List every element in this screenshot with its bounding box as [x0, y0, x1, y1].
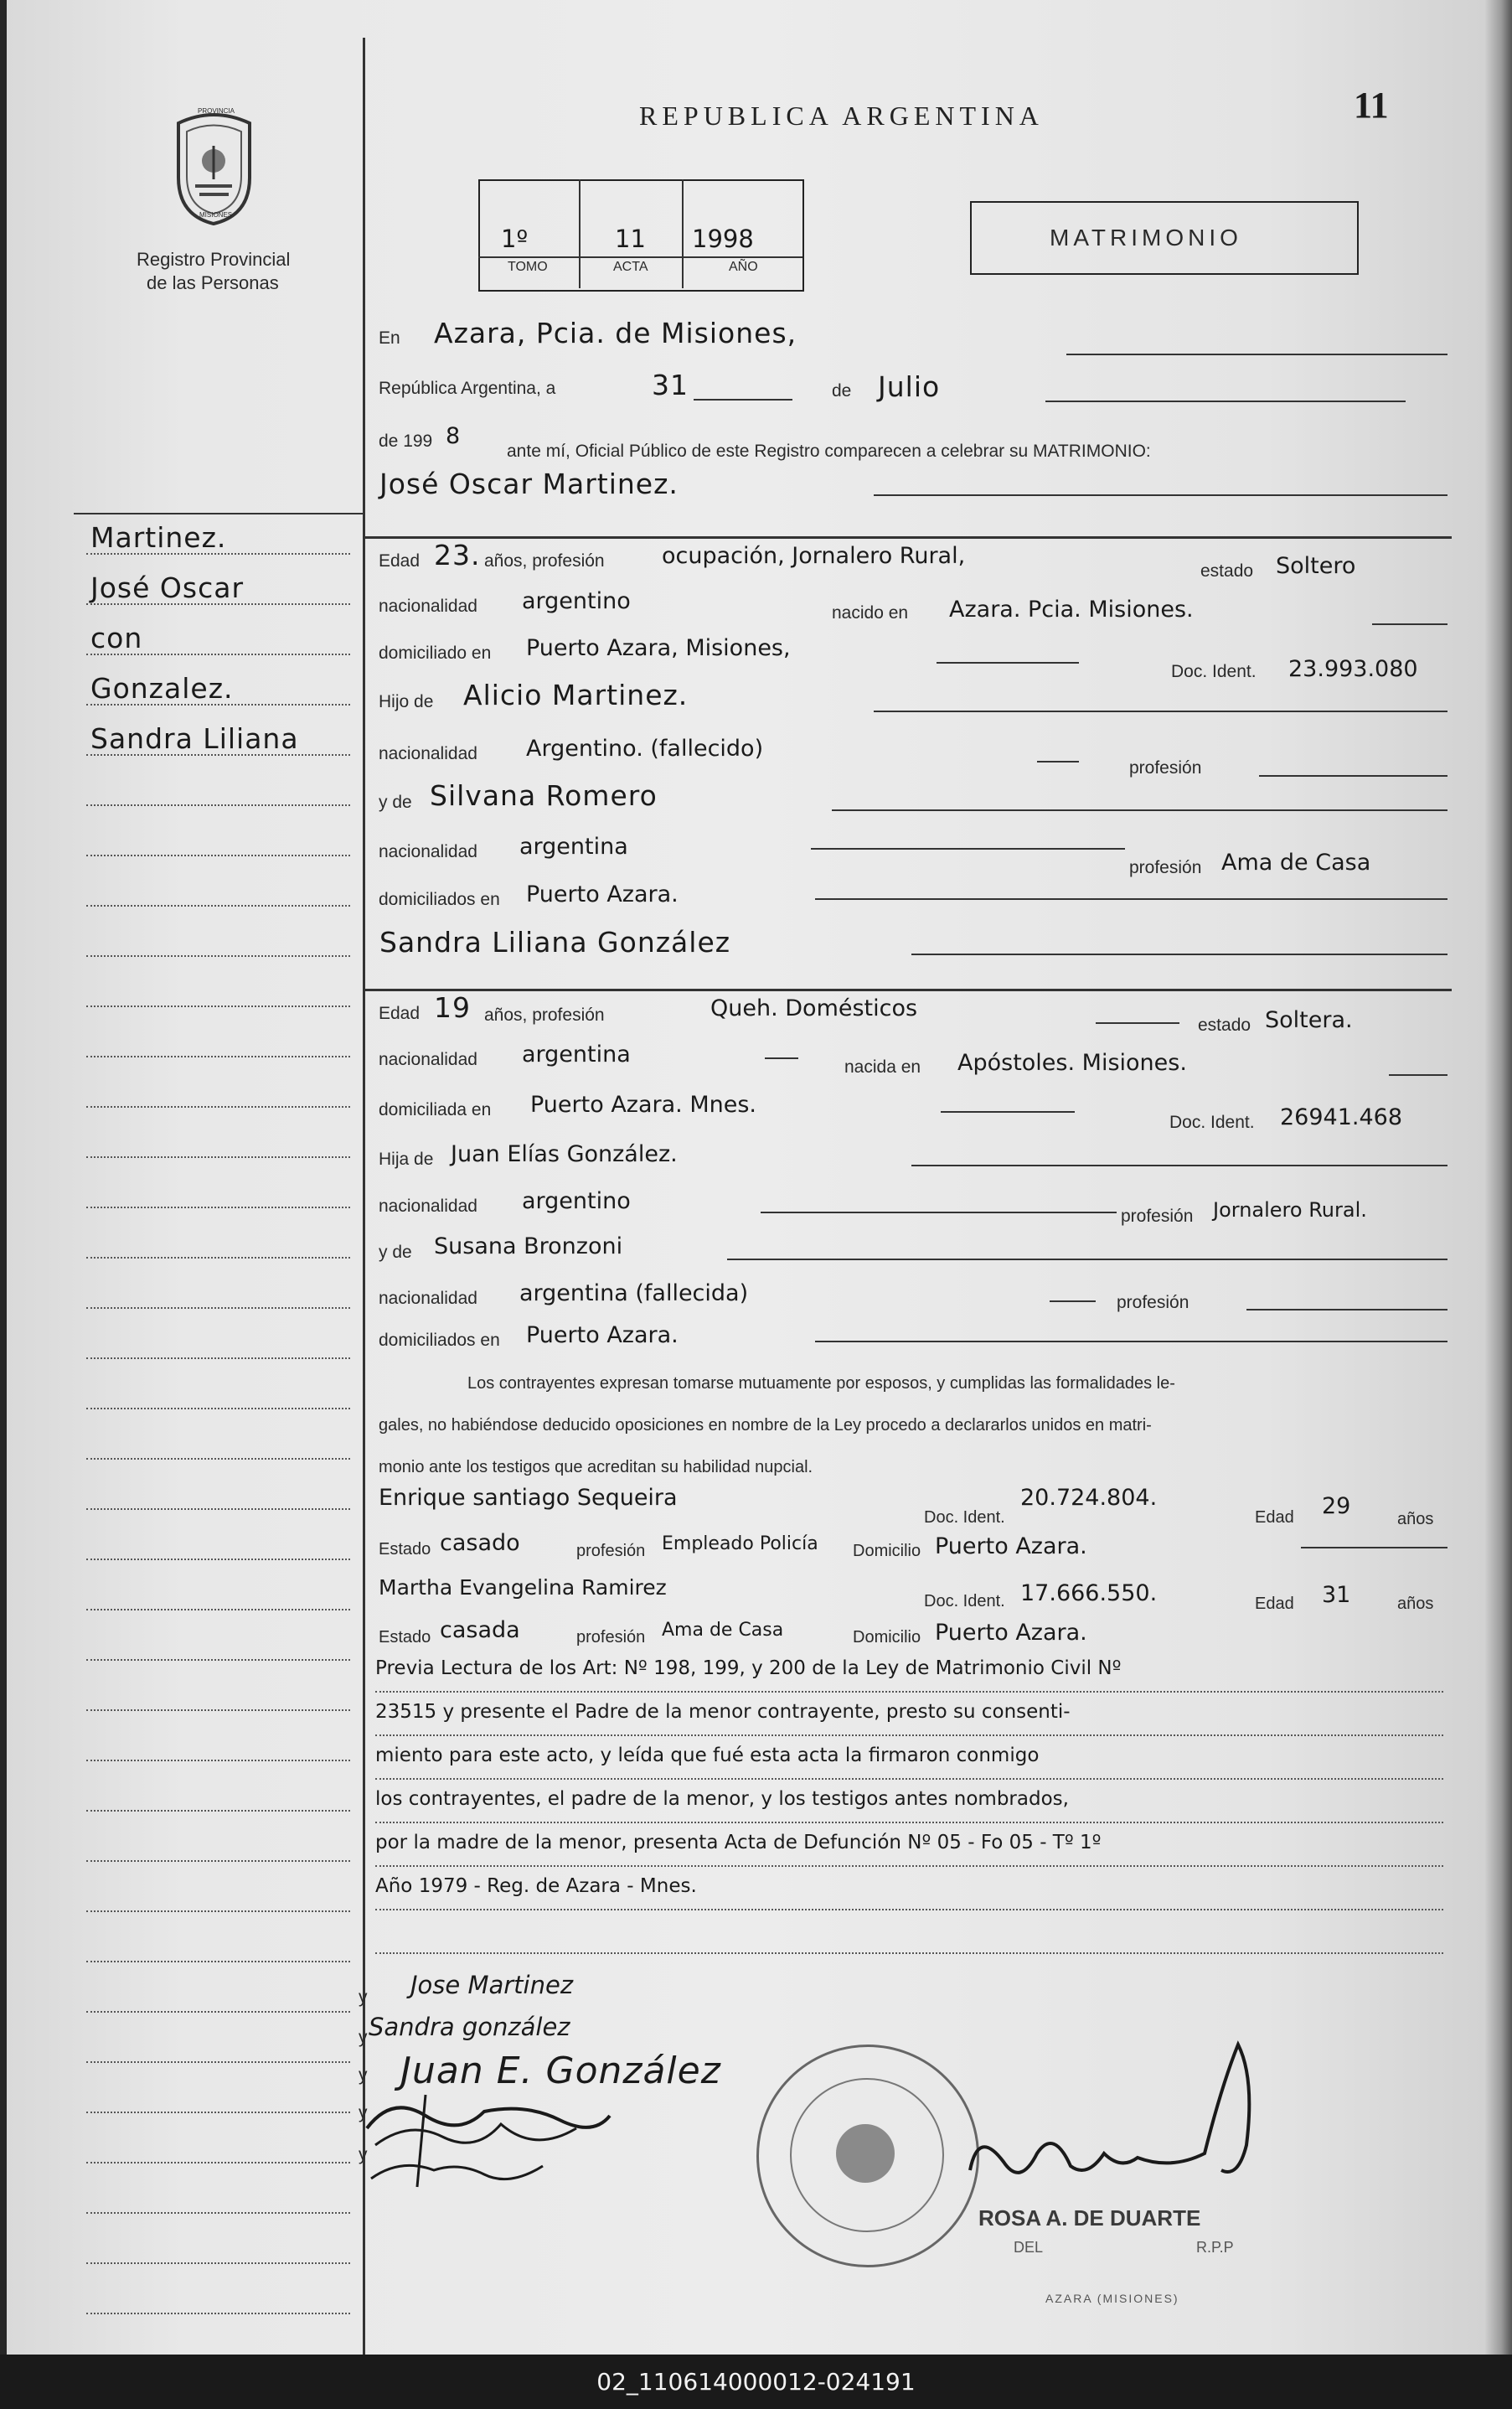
notes-rule: [375, 1778, 1443, 1780]
margin-rule: [86, 1257, 350, 1259]
margin-rule: [86, 1961, 350, 1962]
bride-father-name: Juan Elías González.: [451, 1141, 678, 1167]
witness-signatures: [359, 2078, 710, 2195]
groom-estado-label: estado: [1200, 561, 1254, 581]
margin-rule: [86, 1508, 350, 1510]
groom-father-nationality: Argentino. (fallecido): [526, 736, 764, 762]
groom-doc-number: 23.993.080: [1288, 656, 1418, 682]
image-caption-bar: [0, 2355, 1512, 2409]
witness1-profession-label: profesión: [576, 1542, 646, 1560]
republica-label: República Argentina, a: [379, 379, 556, 398]
margin-rule: [86, 704, 350, 706]
appearance-statement: ante mí, Oficial Público de este Registro comparecen a celebrar su MATRIMONIO:: [507, 442, 1151, 461]
margin-note-line1: Martinez.: [90, 521, 227, 554]
bride-parents-address-label: domiciliados en: [379, 1331, 500, 1350]
margin-rule: [86, 2313, 350, 2314]
groom-age: 23.: [434, 539, 481, 571]
margin-rule: [86, 1307, 350, 1309]
witness2-doc-number: 17.666.550.: [1020, 1580, 1158, 1606]
page-edge: [1485, 0, 1512, 2355]
margin-rule: [86, 1609, 350, 1610]
tomo-value: 1º: [501, 225, 529, 253]
witness2-estado-label: Estado: [379, 1628, 431, 1646]
witness1-profession: Empleado Policía: [662, 1533, 818, 1554]
witness2-profession-label: profesión: [576, 1628, 646, 1646]
official-stamp-line2: DEL: [1014, 2239, 1044, 2256]
notes-rule: [375, 1909, 1443, 1910]
margin-rule: [86, 553, 350, 555]
groom-name: José Oscar Martinez.: [379, 468, 679, 500]
page-title: REPUBLICA ARGENTINA: [639, 101, 1044, 131]
crest-text-bottom: MISIONES: [199, 211, 233, 219]
margin-rule: [86, 1760, 350, 1761]
bride-birthplace: Apóstoles. Misiones.: [957, 1050, 1187, 1076]
witness1-age: 29: [1322, 1493, 1351, 1519]
witness1-name: Enrique santiago Sequeira: [379, 1485, 678, 1511]
witness1-civil-status: casado: [440, 1530, 520, 1556]
acta-value: 11: [615, 225, 646, 253]
bride-civil-status: Soltera.: [1265, 1007, 1353, 1033]
margin-rule: [86, 654, 350, 655]
bride-mother-nationality-label: nacionalidad: [379, 1289, 477, 1308]
declaration-line2: gales, no habiéndose deducido oposiciones en nombre de la Ley procedo a declararlos unidos en matri-: [379, 1416, 1152, 1435]
groom-parents-address-label: domiciliados en: [379, 890, 500, 909]
notes-rule: [375, 1822, 1443, 1823]
witness1-age-label: Edad: [1255, 1508, 1294, 1527]
margin-rule: [86, 804, 350, 806]
margin-rule: [86, 1910, 350, 1912]
margin-rule: [86, 1056, 350, 1057]
groom-birthplace: Azara. Pcia. Misiones.: [949, 597, 1194, 623]
crest-text-top: PROVINCIA: [198, 107, 235, 115]
witness1-address: Puerto Azara.: [935, 1533, 1087, 1559]
bride-signature: Sandra gonzález: [369, 2013, 570, 2041]
groom-nationality: argentino: [522, 588, 631, 614]
margin-rule: [86, 603, 350, 605]
office-name-line1: Registro Provincial: [137, 249, 291, 270]
witness1-years-label: años: [1397, 1510, 1434, 1528]
margin-note-line2: José Oscar: [90, 571, 245, 604]
father-signature: Juan E. González: [400, 2050, 721, 2092]
margin-rule: [86, 2061, 350, 2063]
page-number: 11: [1354, 85, 1389, 126]
seal-emblem: [836, 2124, 895, 2183]
margin-rule: [86, 1559, 350, 1560]
bride-profession-label: años, profesión: [484, 1005, 605, 1025]
bride-profession: Queh. Domésticos: [710, 995, 918, 1021]
groom-age-label: Edad: [379, 551, 421, 571]
witness1-doc-number: 20.724.804.: [1020, 1485, 1158, 1511]
bride-mother-profession-label: profesión: [1117, 1293, 1189, 1312]
bride-mother-name: Susana Bronzoni: [434, 1233, 623, 1259]
margin-rule: [86, 754, 350, 756]
notes-line4: los contrayentes, el padre de la menor, y los testigos antes nombrados,: [375, 1788, 1069, 1810]
groom-father-profession-label: profesión: [1129, 758, 1202, 778]
margin-rule: [86, 2112, 350, 2113]
groom-profession: ocupación, Jornalero Rural,: [662, 543, 966, 569]
marriage-place: Azara, Pcia. de Misiones,: [434, 317, 797, 349]
bride-parents-address: Puerto Azara.: [526, 1322, 679, 1348]
witness2-address-label: Domicilio: [853, 1628, 921, 1646]
groom-signature: Jose Martinez: [410, 1971, 574, 1999]
groom-mother-nationality-label: nacionalidad: [379, 842, 477, 861]
margin-rule: [86, 905, 350, 907]
bride-mother-label: y de: [379, 1243, 412, 1262]
groom-civil-status: Soltero: [1276, 553, 1356, 579]
bride-nationality: argentina: [522, 1042, 631, 1068]
witness2-name: Martha Evangelina Ramirez: [379, 1575, 667, 1600]
groom-father-name: Alicio Martinez.: [463, 679, 689, 711]
signature-marker-2: y: [359, 2028, 368, 2047]
bride-nationality-label: nacionalidad: [379, 1050, 477, 1069]
margin-rule: [86, 1860, 350, 1862]
groom-profession-label: años, profesión: [484, 551, 605, 571]
margin-rule: [86, 1156, 350, 1158]
bride-doc-label: Doc. Ident.: [1169, 1113, 1255, 1132]
margin-rule: [86, 1106, 350, 1108]
signature-marker-5: y: [359, 2145, 368, 2164]
notes-line1: Previa Lectura de los Art: Nº 198, 199, y 200 de la Ley de Matrimonio Civil Nº: [375, 1657, 1122, 1679]
groom-doc-label: Doc. Ident.: [1171, 662, 1257, 681]
bride-age-label: Edad: [379, 1004, 421, 1023]
witness2-civil-status: casada: [440, 1617, 520, 1643]
bride-age: 19: [434, 991, 471, 1024]
margin-rule: [86, 1659, 350, 1661]
year-suffix: 8: [446, 423, 461, 449]
groom-mother-profession: Ama de Casa: [1221, 850, 1371, 876]
acta-label: ACTA: [613, 260, 648, 274]
image-code: 02_110614000012-024191: [596, 2368, 916, 2396]
bride-father-profession-label: profesión: [1121, 1207, 1194, 1226]
margin-rule: [86, 1207, 350, 1208]
groom-parents-address: Puerto Azara.: [526, 881, 679, 907]
notes-rule: [375, 1734, 1443, 1736]
margin-note-line5: Sandra Liliana: [90, 722, 299, 755]
margin-rule: [86, 955, 350, 957]
witness2-age-label: Edad: [1255, 1595, 1294, 1613]
declaration-line3: monio ante los testigos que acreditan su habilidad nupcial.: [379, 1458, 813, 1476]
tomo-label: TOMO: [508, 260, 548, 274]
margin-rule: [86, 1810, 350, 1812]
witness1-doc-label: Doc. Ident.: [924, 1508, 1005, 1527]
witness2-years-label: años: [1397, 1595, 1434, 1613]
margin-rule: [86, 1458, 350, 1460]
groom-mother-profession-label: profesión: [1129, 858, 1202, 877]
official-stamp-line4: AZARA (MISIONES): [1045, 2292, 1179, 2305]
margin-rule: [86, 855, 350, 856]
signature-marker-4: y: [359, 2103, 368, 2122]
record-type: MATRIMONIO: [1050, 225, 1242, 251]
official-signature: [953, 2028, 1305, 2212]
official-stamp-line3: R.P.P: [1196, 2239, 1234, 2256]
bride-father-nationality-label: nacionalidad: [379, 1197, 477, 1216]
bride-father-nationality: argentino: [522, 1188, 631, 1214]
year-value: 1998: [692, 225, 754, 253]
margin-rule: [86, 1709, 350, 1711]
margin-rule: [86, 2212, 350, 2214]
witness2-address: Puerto Azara.: [935, 1620, 1087, 1646]
groom-address-label: domiciliado en: [379, 644, 492, 663]
groom-mother-name: Silvana Romero: [430, 779, 658, 812]
signature-marker-1: y: [359, 1988, 368, 2007]
margin-rule: [86, 2011, 350, 2013]
witness2-age: 31: [1322, 1582, 1351, 1608]
official-stamp-name: ROSA A. DE DUARTE: [978, 2205, 1201, 2231]
bride-mother-nationality: argentina (fallecida): [519, 1280, 749, 1306]
year-prefix: de 199: [379, 432, 433, 451]
notes-rule: [375, 1691, 1443, 1693]
notes-rule: [375, 1952, 1443, 1954]
groom-address: Puerto Azara, Misiones,: [526, 635, 791, 661]
groom-nationality-label: nacionalidad: [379, 597, 477, 616]
de-label: de: [832, 381, 852, 401]
bride-address: Puerto Azara. Mnes.: [530, 1092, 756, 1118]
office-name-line2: de las Personas: [147, 272, 279, 293]
witness1-address-label: Domicilio: [853, 1542, 921, 1560]
witness2-profession: Ama de Casa: [662, 1620, 784, 1641]
declaration-line1: Los contrayentes expresan tomarse mutuamente por esposos, y cumplidas las formalidades le-: [467, 1374, 1175, 1393]
marriage-month: Julio: [878, 370, 941, 403]
margin-rule: [86, 2262, 350, 2264]
witness1-estado-label: Estado: [379, 1540, 431, 1559]
bride-address-label: domiciliada en: [379, 1100, 492, 1119]
margin-rule: [86, 1005, 350, 1007]
notes-rule: [375, 1865, 1443, 1867]
bride-doc-number: 26941.468: [1280, 1104, 1403, 1130]
witness2-doc-label: Doc. Ident.: [924, 1592, 1005, 1610]
bride-name: Sandra Liliana González: [379, 926, 731, 959]
notes-line2: 23515 y presente el Padre de la menor contrayente, presto su consenti-: [375, 1701, 1071, 1723]
signature-marker-3: y: [359, 2065, 368, 2085]
notes-line6: Año 1979 - Reg. de Azara - Mnes.: [375, 1875, 697, 1897]
margin-rule: [86, 1357, 350, 1359]
bride-father-profession: Jornalero Rural.: [1213, 1198, 1367, 1222]
groom-mother-label: y de: [379, 793, 412, 812]
margin-note-line3: con: [90, 622, 143, 654]
margin-rule: [86, 1408, 350, 1409]
bride-father-label: Hija de: [379, 1150, 434, 1169]
year-label: AÑO: [729, 260, 758, 274]
margin-note-line4: Gonzalez.: [90, 672, 234, 705]
bride-born-label: nacida en: [844, 1057, 921, 1077]
margin-rule: [86, 2162, 350, 2163]
groom-born-label: nacido en: [832, 603, 909, 623]
bride-estado-label: estado: [1198, 1016, 1251, 1035]
marriage-day: 31: [652, 369, 689, 401]
en-label: En: [379, 328, 400, 348]
groom-father-nationality-label: nacionalidad: [379, 744, 477, 763]
register-page: [7, 0, 1485, 2355]
notes-line3: miento para este acto, y leída que fué esta acta la firmaron conmigo: [375, 1745, 1040, 1766]
notes-line5: por la madre de la menor, presenta Acta de Defunción Nº 05 - Fo 05 - Tº 1º: [375, 1832, 1102, 1853]
province-crest: [162, 102, 266, 228]
groom-mother-nationality: argentina: [519, 834, 628, 860]
groom-father-label: Hijo de: [379, 692, 434, 711]
